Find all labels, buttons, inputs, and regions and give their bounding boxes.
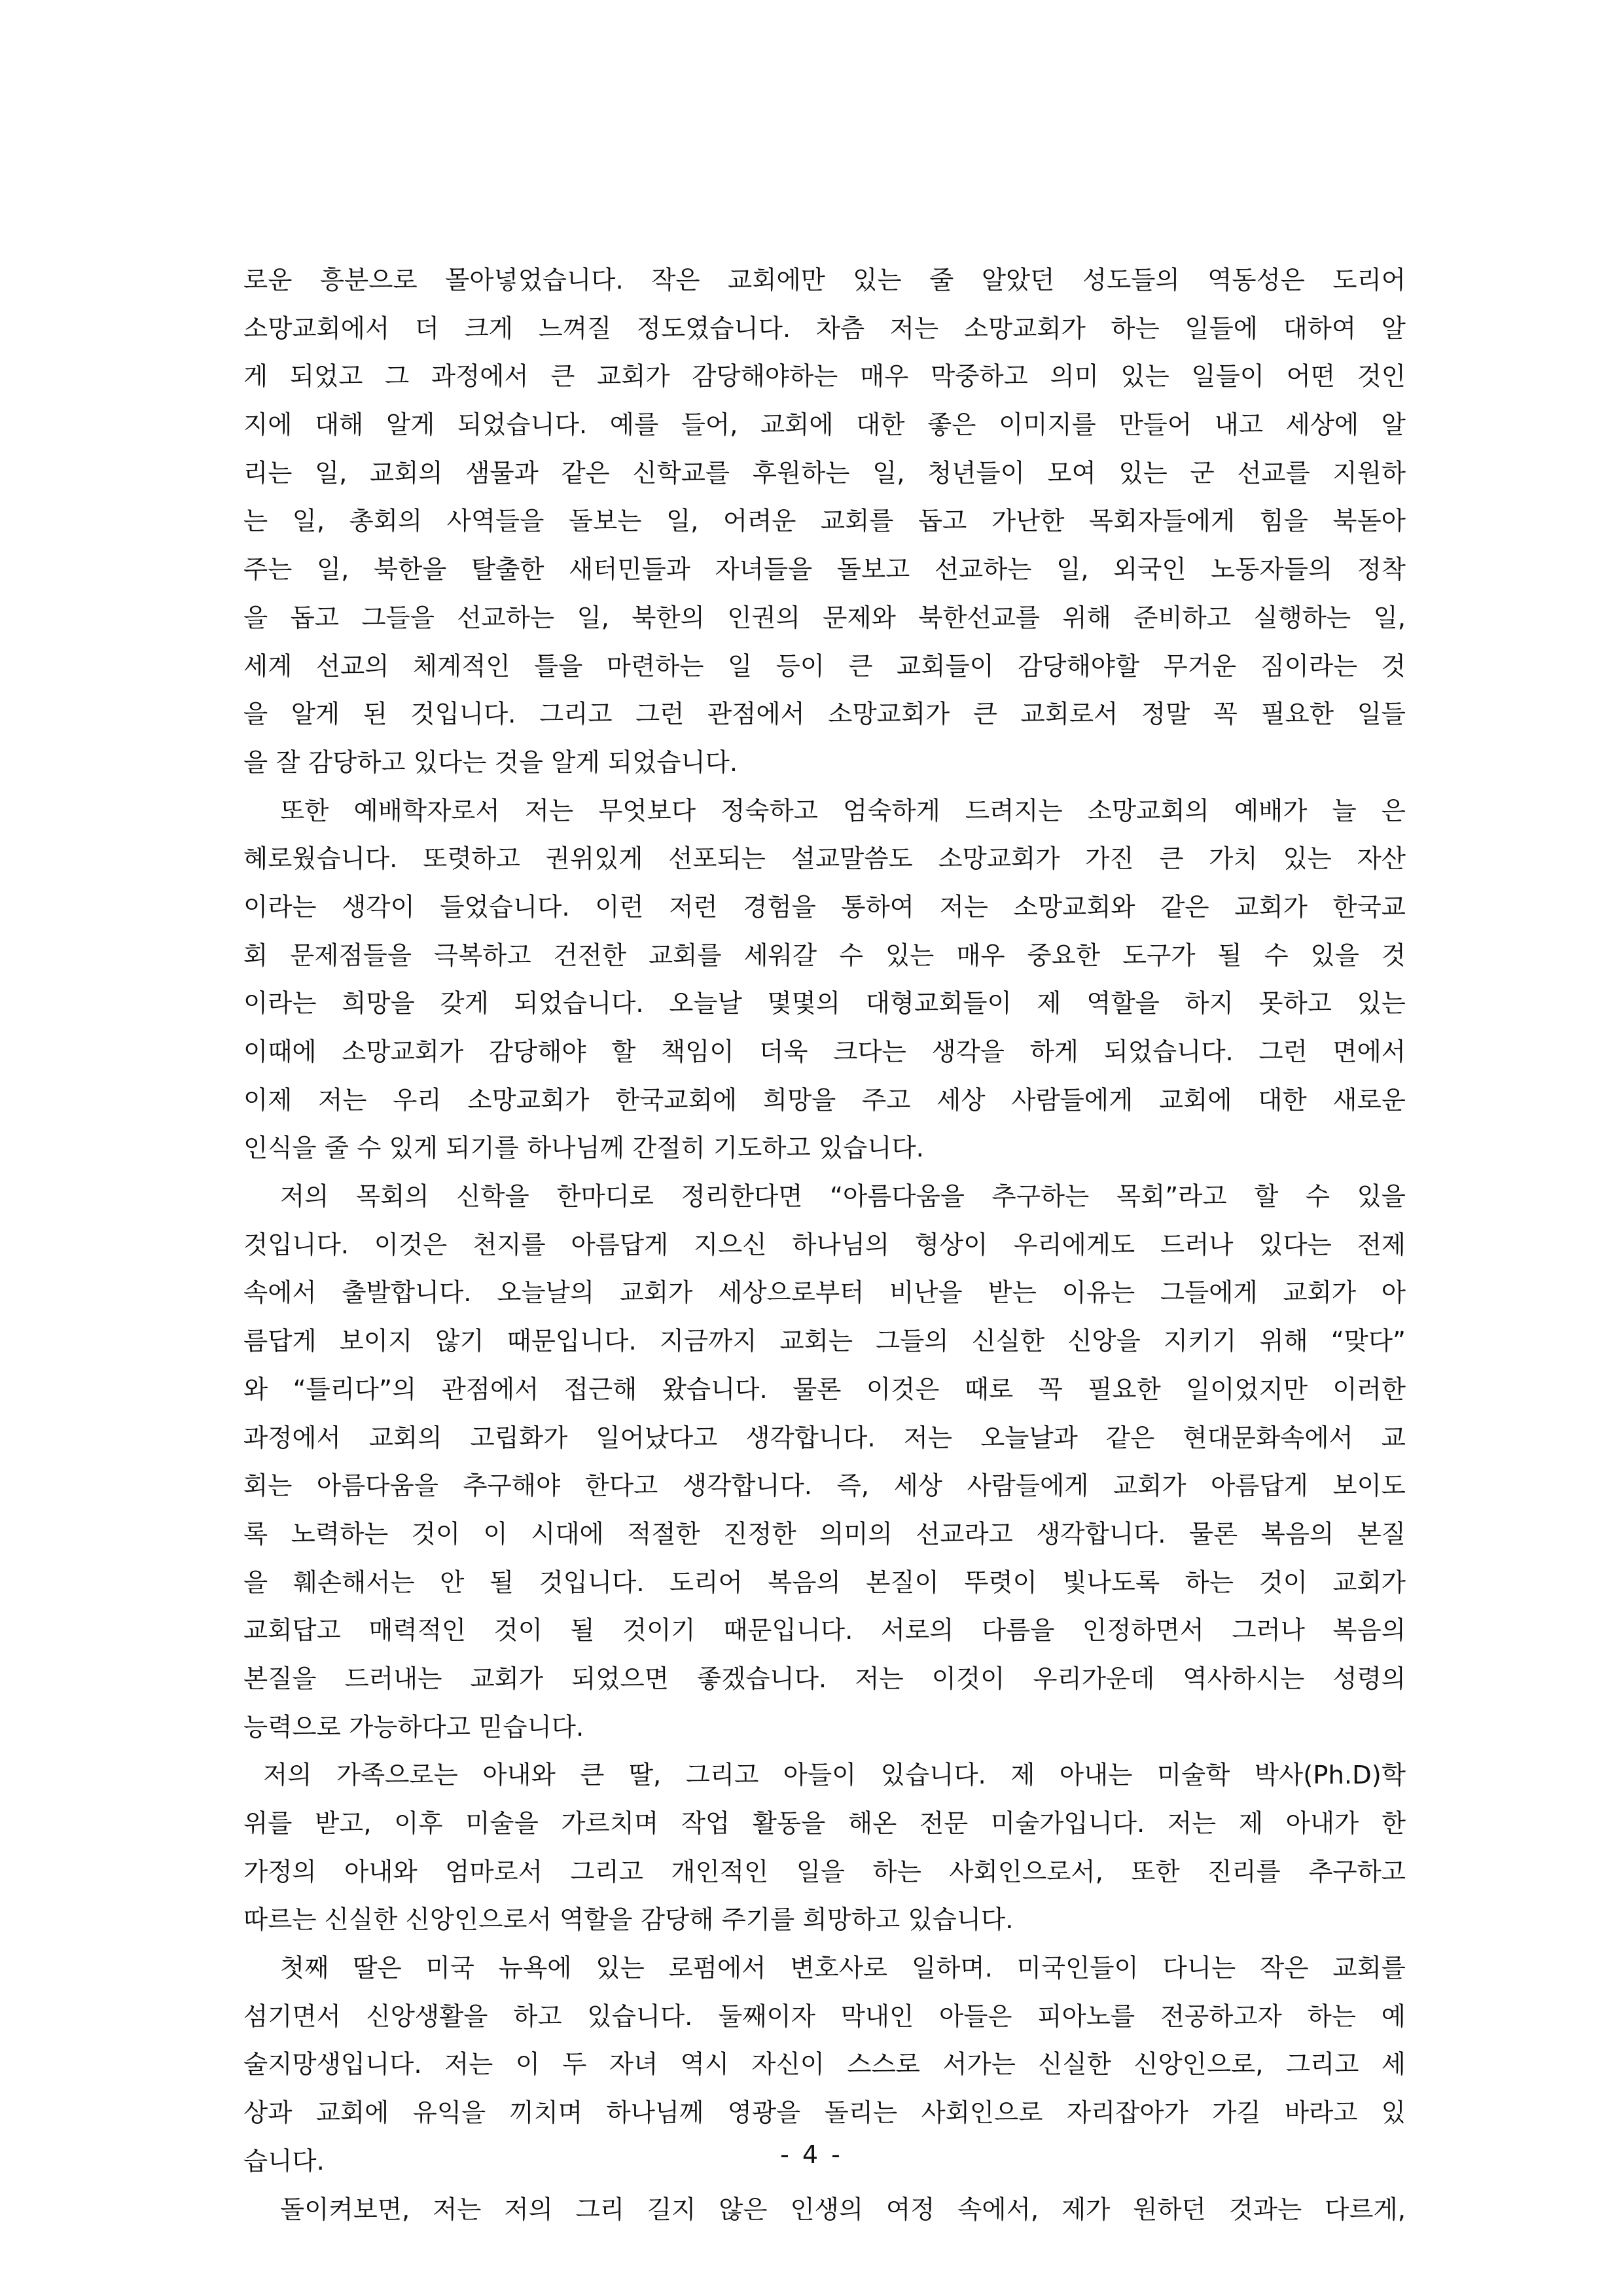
text-line: 지에 대해 알게 되었습니다. 예를 들어, 교회에 대한 좋은 이미지를 만들어 내고 세상에 알 bbox=[243, 410, 1406, 440]
text-line: 게 되었고 그 과정에서 큰 교회가 감당해야하는 매우 막중하고 의미 있는 일들이 어떤 것인 bbox=[243, 362, 1406, 392]
text-line: 이라는 희망을 갖게 되었습니다. 오늘날 몇몇의 대형교회들이 제 역할을 하지 못하고 있는 bbox=[243, 989, 1406, 1019]
text-line: 리는 일, 교회의 샘물과 같은 신학교를 후원하는 일, 청년들이 모여 있는 군 선교를 지원하 bbox=[243, 458, 1406, 488]
text-line: 혜로웠습니다. 또렷하고 권위있게 선포되는 설교말씀도 소망교회가 가진 큰 가치 있는 자산 bbox=[243, 844, 1406, 874]
text-line: 위를 받고, 이후 미술을 가르치며 작업 활동을 해온 전문 미술가입니다. 저는 제 아내가 한 bbox=[243, 1809, 1406, 1839]
text-line: 과정에서 교회의 고립화가 일어났다고 생각합니다. 저는 오늘날과 같은 현대문화속에서 교 bbox=[243, 1423, 1406, 1453]
text-line: 첫째 딸은 미국 뉴욕에 있는 로펌에서 변호사로 일하며. 미국인들이 다니는 작은 교회를 bbox=[280, 1954, 1406, 1984]
text-line: 이제 저는 우리 소망교회가 한국교회에 희망을 주고 세상 사람들에게 교회에 대한 새로운 bbox=[243, 1085, 1406, 1115]
text-line: 또한 예배학자로서 저는 무엇보다 정숙하고 엄숙하게 드려지는 소망교회의 예배가 늘 은 bbox=[280, 796, 1406, 826]
text-line: 인식을 줄 수 있게 되기를 하나님께 간절히 기도하고 있습니다. bbox=[243, 1134, 924, 1164]
text-line: 돌이켜보면, 저는 저의 그리 길지 않은 인생의 여정 속에서, 제가 원하던 것과는 다르게, bbox=[280, 2195, 1406, 2225]
text-line: 는 일, 총회의 사역들을 돌보는 일, 어려운 교회를 돕고 가난한 목회자들에게 힘을 북돋아 bbox=[243, 507, 1406, 537]
text-line: 회 문제점들을 극복하고 건전한 교회를 세워갈 수 있는 매우 중요한 도구가 될 수 있을 것 bbox=[243, 941, 1406, 971]
document-body bbox=[243, 257, 1406, 2234]
text-line: 이라는 생각이 들었습니다. 이런 저런 경험을 통하여 저는 소망교회와 같은 교회가 한국교 bbox=[243, 892, 1406, 922]
text-line: 본질을 드러내는 교회가 되었으면 좋겠습니다. 저는 이것이 우리가운데 역사하시는 성령의 bbox=[243, 1664, 1406, 1694]
page-number: - 4 - bbox=[780, 2140, 843, 2169]
text-line: 이때에 소망교회가 감당해야 할 책임이 더욱 크다는 생각을 하게 되었습니다. 그런 면에서 bbox=[243, 1037, 1406, 1067]
text-line: 술지망생입니다. 저는 이 두 자녀 역시 자신이 스스로 서가는 신실한 신앙인으로, 그리고 세 bbox=[243, 2050, 1406, 2080]
text-line: 소망교회에서 더 크게 느껴질 정도였습니다. 차츰 저는 소망교회가 하는 일들에 대하여 알 bbox=[243, 314, 1406, 344]
text-line: 가정의 아내와 엄마로서 그리고 개인적인 일을 하는 사회인으로서, 또한 진리를 추구하고 bbox=[243, 1857, 1406, 1887]
text-line: 상과 교회에 유익을 끼치며 하나님께 영광을 돌리는 사회인으로 자리잡아가 가길 바라고 있 bbox=[243, 2098, 1406, 2128]
text-line: 을 알게 된 것입니다. 그리고 그런 관점에서 소망교회가 큰 교회로서 정말 꼭 필요한 일들 bbox=[243, 700, 1406, 730]
text-line: 록 노력하는 것이 이 시대에 적절한 진정한 의미의 선교라고 생각합니다. 물론 복음의 본질 bbox=[243, 1519, 1406, 1549]
text-line: 세계 선교의 체계적인 틀을 마련하는 일 등이 큰 교회들이 감당해야할 무거운 짐이라는 것 bbox=[243, 651, 1406, 681]
text-line: 섬기면서 신앙생활을 하고 있습니다. 둘째이자 막내인 아들은 피아노를 전공하고자 하는 예 bbox=[243, 2001, 1406, 2032]
text-line: 것입니다. 이것은 천지를 아름답게 지으신 하나님의 형상이 우리에게도 드러나 있다는 전제 bbox=[243, 1230, 1406, 1260]
text-line: 속에서 출발합니다. 오늘날의 교회가 세상으로부터 비난을 받는 이유는 그들에게 교회가 아 bbox=[243, 1278, 1406, 1308]
text-line: 주는 일, 북한을 탈출한 새터민들과 자녀들을 돌보고 선교하는 일, 외국인 노동자들의 정착 bbox=[243, 555, 1406, 585]
text-line: 로운 흥분으로 몰아넣었습니다. 작은 교회에만 있는 줄 알았던 성도들의 역동성은 도리어 bbox=[243, 266, 1406, 295]
text-line: 저의 가족으로는 아내와 큰 딸, 그리고 아들이 있습니다. 제 아내는 미술학 박사(Ph.D)학 bbox=[263, 1761, 1406, 1791]
text-line: 교회답고 매력적인 것이 될 것이기 때문입니다. 서로의 다름을 인정하면서 그러나 복음의 bbox=[243, 1616, 1406, 1646]
text-line: 회는 아름다움을 추구해야 한다고 생각합니다. 즉, 세상 사람들에게 교회가 아름답게 보이도 bbox=[243, 1471, 1406, 1501]
text-line: 을 돕고 그들을 선교하는 일, 북한의 인권의 문제와 북한선교를 위해 준비하고 실행하는 일, bbox=[243, 603, 1406, 633]
text-line: 을 훼손해서는 안 될 것입니다. 도리어 복음의 본질이 뚜렷이 빛나도록 하는 것이 교회가 bbox=[243, 1568, 1406, 1598]
text-line: 저의 목회의 신학을 한마디로 정리한다면 “아름다움을 추구하는 목회”라고 할 수 있을 bbox=[280, 1182, 1406, 1212]
text-line: 습니다. bbox=[243, 2146, 325, 2176]
text-line: 따르는 신실한 신앙인으로서 역할을 감당해 주기를 희망하고 있습니다. bbox=[243, 1905, 1014, 1935]
text-line: 을 잘 감당하고 있다는 것을 알게 되었습니다. bbox=[243, 747, 738, 778]
text-line: 능력으로 가능하다고 믿습니다. bbox=[243, 1712, 584, 1742]
text-line: 름답게 보이지 않기 때문입니다. 지금까지 교회는 그들의 신실한 신앙을 지키기 위해 “맞다” bbox=[243, 1327, 1406, 1357]
text-line: 와 “틀리다”의 관점에서 접근해 왔습니다. 물론 이것은 때로 꼭 필요한 일이었지만 이러한 bbox=[243, 1374, 1406, 1405]
